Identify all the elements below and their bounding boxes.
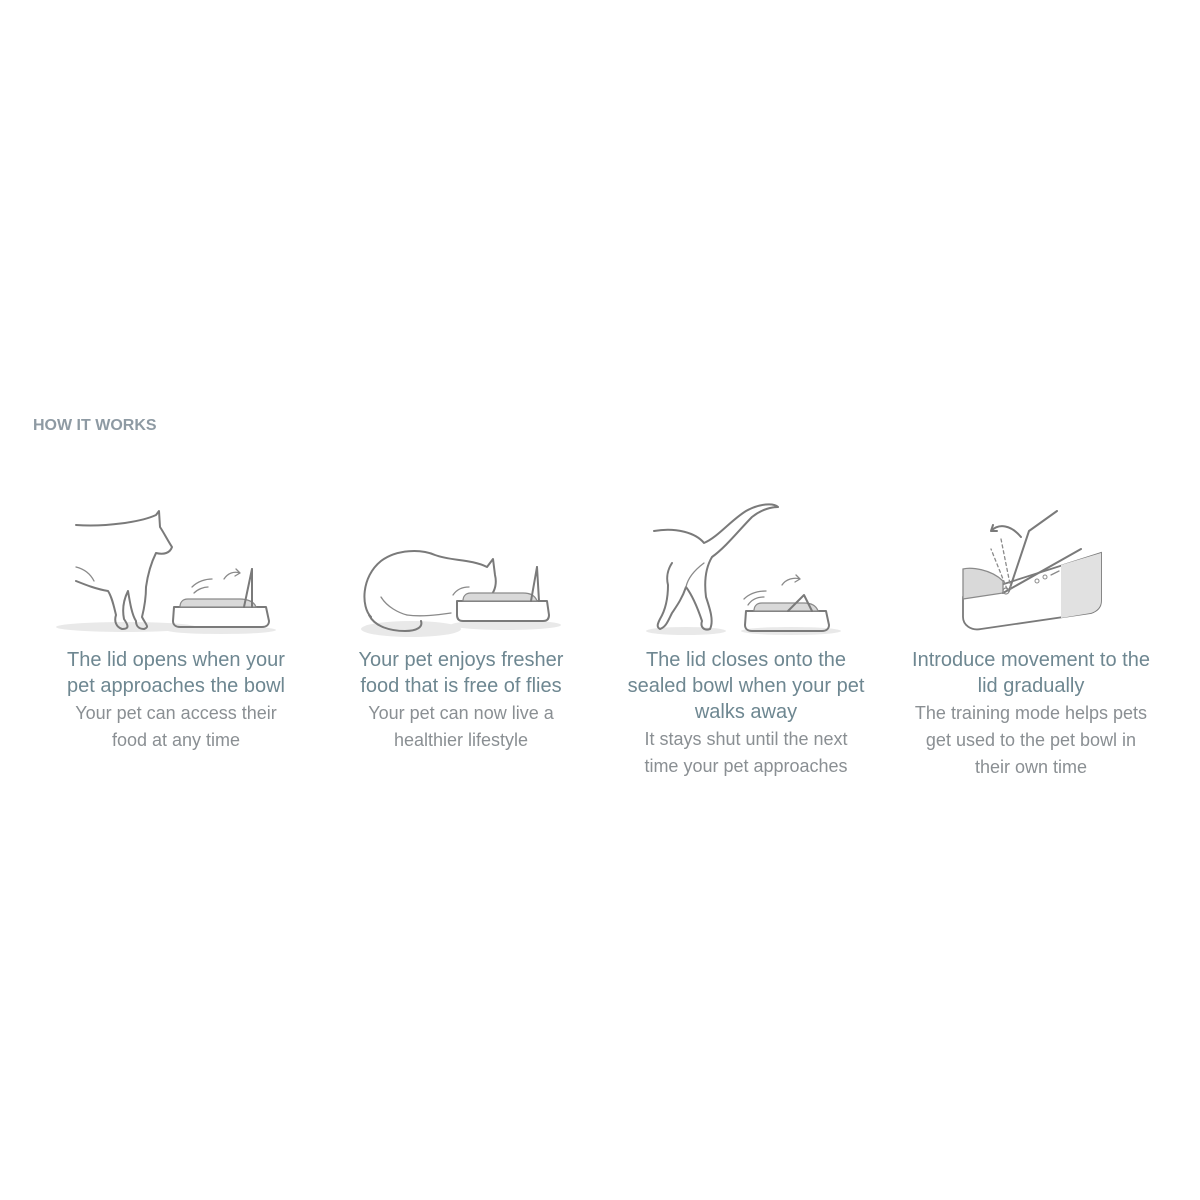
section-title: HOW IT WORKS [33,417,157,434]
step-title: Your pet enjoys fresher food that is free of flies [358,649,564,697]
step-description: Your pet can access their food at any time [75,703,277,750]
step-title: Introduce movement to the lid gradually [912,649,1150,697]
bowl-training-mode-icon [911,497,1151,642]
step-description: Your pet can now live a healthier lifestyle [368,703,554,750]
step-description: It stays shut until the next time your pet approaches [644,729,848,776]
step-title: The lid closes onto the sealed bowl when your pet walks away [627,649,865,723]
step-title: The lid opens when your pet approaches the bowl [67,649,285,697]
step-3 [626,497,866,780]
cat-walking-away-icon [626,497,866,642]
cat-eating-from-bowl-icon [341,497,581,642]
step-4 [911,497,1151,781]
step-description: The training mode helps pets get used to the pet bowl in their own time [914,703,1148,777]
step-1 [56,497,296,754]
cat-approaching-bowl-icon [56,497,296,642]
step-2 [341,497,581,754]
